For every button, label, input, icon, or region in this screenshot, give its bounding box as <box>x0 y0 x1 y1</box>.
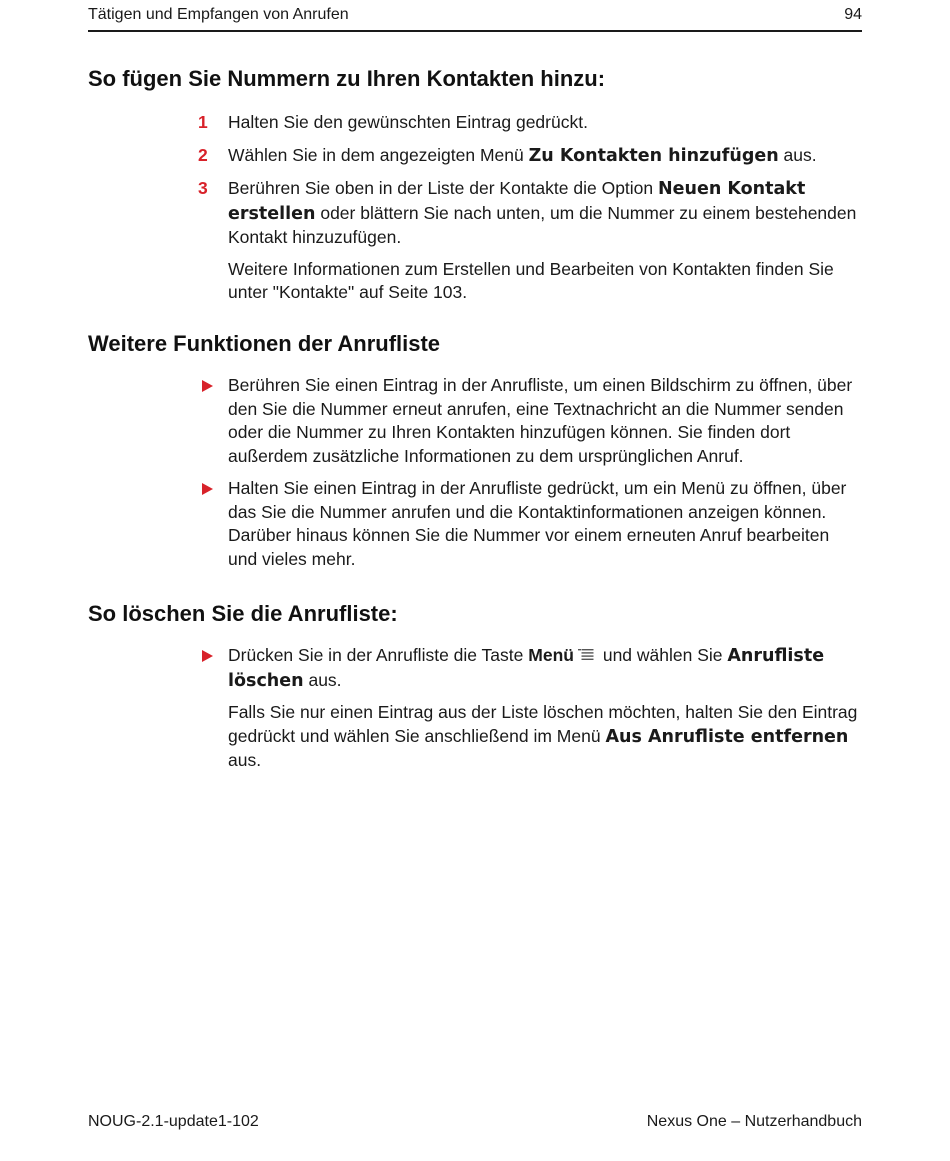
footer-doc-id: NOUG-2.1-update1-102 <box>88 1113 259 1130</box>
bullet-list <box>198 644 862 773</box>
step-text-pre: Berühren Sie oben in der Liste der Kontakte die Option <box>228 178 658 198</box>
footer-doc-title: Nexus One – Nutzerhandbuch <box>646 1113 862 1130</box>
bullet-item <box>198 644 862 693</box>
bullet-item <box>198 374 862 468</box>
bullet-text: Halten Sie einen Eintrag in der Anrufliste gedrückt, um ein Menü zu öffnen, über das Sie die Nummer anrufen und die Kontaktinformationen anzeigen können. Darüber hinaus können Sie die Nummer vor einem erneuten Anruf bearbeiten und vieles mehr. <box>228 478 847 569</box>
bullet-text: Berühren Sie einen Eintrag in der Anrufliste, um einen Bildschirm zu öffnen, über den Sie die Nummer erneut anrufen, eine Textnachricht an die Nummer senden oder die Nummer zu Ihren Kontakten hinzufügen können. Sie finden dort außerdem zusätzliche Informationen zu dem ursprünglichen Anruf. <box>228 375 853 466</box>
bullet-text-post: aus. <box>303 669 342 690</box>
bullet-text-pre: Drücken Sie in der Anrufliste die Taste <box>228 645 529 665</box>
steps-list <box>198 111 862 305</box>
chapter-title: Tätigen und Empfangen von Anrufen <box>88 6 349 23</box>
step-text-post: aus. <box>778 144 817 165</box>
bullet-triangle-icon <box>202 650 213 662</box>
step-3 <box>198 177 862 250</box>
section-title-clear-call-log: So löschen Sie die Anrufliste: <box>88 601 398 626</box>
section-title-add-contacts: So fügen Sie Nummern zu Ihren Kontakten hinzu: <box>88 66 606 91</box>
section3-note <box>198 701 862 773</box>
bullet-triangle-icon <box>202 380 213 392</box>
ui-label-new-contact: Neuen Kontakt erstellen <box>228 179 806 224</box>
step-text-pre: Wählen Sie in dem angezeigten Menü <box>228 144 529 165</box>
step-2 <box>198 144 862 169</box>
ui-label-menu: Menü <box>528 645 574 665</box>
menu-icon <box>578 648 594 662</box>
step-text-post: oder blättern Sie nach unten, um die Nummer zu einem bestehenden Kontakt hinzuzufügen. <box>228 202 857 247</box>
bullet-triangle-icon <box>202 483 213 495</box>
step-1 <box>198 111 862 135</box>
note-text-post: aus. <box>228 750 262 770</box>
section-title-call-log-functions: Weitere Funktionen der Anrufliste <box>88 331 441 356</box>
bullet-item <box>198 477 862 571</box>
ui-label-remove-from-call-log: Aus Anrufliste entfernen <box>605 726 849 747</box>
bullet-list <box>198 374 862 571</box>
step-number: 3 <box>198 178 208 198</box>
bullet-text-mid: und wählen Sie <box>597 645 728 665</box>
ui-label-clear-call-log: Anrufliste löschen <box>228 646 825 691</box>
step-number: 1 <box>198 112 208 132</box>
page-header <box>88 4 862 32</box>
section1-note: Weitere Informationen zum Erstellen und Bearbeiten von Kontakten finden Sie unter "Kontakte" auf Seite 103. <box>228 258 834 302</box>
step-number: 2 <box>198 144 208 165</box>
ui-label-add-to-contacts: Zu Kontakten hinzufügen <box>528 145 779 166</box>
page-number: 94 <box>844 6 862 23</box>
step-text: Halten Sie den gewünschten Eintrag gedrückt. <box>228 112 588 132</box>
note-text-pre: Falls Sie nur einen Eintrag aus der Liste löschen möchten, halten Sie den Eintrag gedrückt und wählen Sie anschließend im Menü <box>228 702 858 746</box>
